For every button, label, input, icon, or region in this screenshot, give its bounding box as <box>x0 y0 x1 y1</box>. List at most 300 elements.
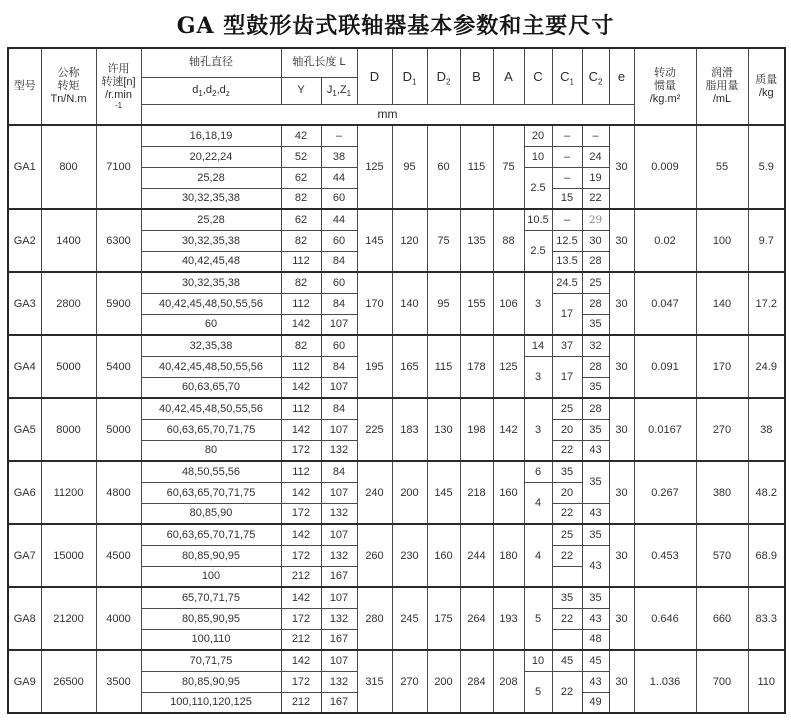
cell-dim-A: 142 <box>493 398 524 461</box>
cell-grease: 100 <box>696 209 748 272</box>
cell-dim-C2: 22 <box>582 188 609 209</box>
cell-dim-C2: 29 <box>582 209 609 230</box>
cell-dim-C2: 43 <box>582 440 609 461</box>
cell-mass: 83.3 <box>748 587 785 650</box>
cell-dim-C1: 22 <box>552 608 582 629</box>
header-inertia-line: /kg.m² <box>649 92 681 105</box>
cell-speed: 5000 <box>96 398 141 461</box>
cell-length-jz: 107 <box>321 314 357 335</box>
cell-grease: 55 <box>696 125 748 209</box>
cell-dim-C1: 45 <box>552 650 582 671</box>
cell-bore-diameters: 20,22,24 <box>141 146 281 167</box>
cell-dim-e: 30 <box>609 335 634 398</box>
header-bore-diameter: 轴孔直径 <box>141 48 281 77</box>
header-inertia-line: 转动 <box>654 67 676 80</box>
cell-dim-e: 30 <box>609 209 634 272</box>
cell-length-jz: 84 <box>321 293 357 314</box>
cell-bore-diameters: 60,63,65,70,71,75 <box>141 419 281 440</box>
cell-inertia: 0.091 <box>634 335 696 398</box>
cell-mass: 110 <box>748 650 785 713</box>
cell-dim-C2: 28 <box>582 356 609 377</box>
cell-dim-A: 208 <box>493 650 524 713</box>
cell-length-jz: 84 <box>321 251 357 272</box>
cell-dim-B: 218 <box>460 461 493 524</box>
header-dim-C2: $C_2$ <box>582 48 609 104</box>
header-dim-A: A <box>493 48 524 104</box>
cell-bore-diameters: 40,42,45,48,50,55,56 <box>141 293 281 314</box>
cell-inertia: 0.267 <box>634 461 696 524</box>
cell-speed: 4800 <box>96 461 141 524</box>
cell-bore-diameters: 80 <box>141 440 281 461</box>
cell-dim-D2: 75 <box>427 209 460 272</box>
cell-grease: 570 <box>696 524 748 587</box>
header-mass-line: /kg <box>758 86 774 99</box>
cell-dim-C2: 43 <box>582 671 609 692</box>
cell-dim-D1: 95 <box>392 125 427 209</box>
cell-bore-diameters: 70,71,75 <box>141 650 281 671</box>
header-bore-diameter-symbols: $d_1,d_2,d_z$ <box>141 77 281 104</box>
cell-bore-diameters: 48,50,55,56 <box>141 461 281 482</box>
cell-torque: 15000 <box>41 524 96 587</box>
header-dim-C: C <box>524 48 552 104</box>
cell-dim-D: 260 <box>357 524 392 587</box>
cell-dim-C2: 19 <box>582 167 609 188</box>
cell-dim-D1: 140 <box>392 272 427 335</box>
cell-speed: 7100 <box>96 125 141 209</box>
cell-model: GA4 <box>8 335 41 398</box>
cell-dim-C2: 43 <box>582 503 609 524</box>
cell-inertia: 0.047 <box>634 272 696 335</box>
cell-dim-B: 198 <box>460 398 493 461</box>
cell-dim-C1: 22 <box>552 545 582 566</box>
cell-length-jz: 60 <box>321 272 357 293</box>
table-row <box>8 524 785 545</box>
cell-inertia: 1..036 <box>634 650 696 713</box>
cell-dim-C2: 32 <box>582 335 609 356</box>
header-dim-B: B <box>460 48 493 104</box>
cell-dim-C1: 37 <box>552 335 582 356</box>
header-torque-line: 转矩 <box>57 80 80 93</box>
parameters-table <box>7 47 786 714</box>
cell-bore-diameters: 25,28 <box>141 209 281 230</box>
cell-mass: 9.7 <box>748 209 785 272</box>
cell-dim-C2: 28 <box>582 251 609 272</box>
cell-dim-C2: 45 <box>582 650 609 671</box>
cell-length-y: 142 <box>281 419 321 440</box>
cell-dim-C1: 35 <box>552 461 582 482</box>
table-row <box>8 272 785 293</box>
cell-dim-D1: 270 <box>392 650 427 713</box>
cell-dim-C1: 24.5 <box>552 272 582 293</box>
cell-length-y: 82 <box>281 230 321 251</box>
header-torque <box>41 48 96 125</box>
cell-length-y: 172 <box>281 503 321 524</box>
cell-bore-diameters: 40,42,45,48 <box>141 251 281 272</box>
cell-dim-D2: 200 <box>427 650 460 713</box>
cell-length-jz: 60 <box>321 230 357 251</box>
cell-model: GA2 <box>8 209 41 272</box>
cell-dim-C1: 13.5 <box>552 251 582 272</box>
cell-length-y: 172 <box>281 671 321 692</box>
cell-bore-diameters: 60,63,65,70,71,75 <box>141 482 281 503</box>
cell-length-jz: 38 <box>321 146 357 167</box>
cell-inertia: 0.02 <box>634 209 696 272</box>
cell-dim-C: 3 <box>524 272 552 335</box>
cell-grease: 660 <box>696 587 748 650</box>
cell-dim-e: 30 <box>609 587 634 650</box>
cell-dim-D: 315 <box>357 650 392 713</box>
header-mass-line: 质量 <box>755 73 778 86</box>
cell-torque: 2800 <box>41 272 96 335</box>
cell-dim-C2: 35 <box>582 524 609 545</box>
cell-length-jz: 132 <box>321 440 357 461</box>
cell-speed: 4500 <box>96 524 141 587</box>
cell-grease: 140 <box>696 272 748 335</box>
cell-length-jz: 167 <box>321 566 357 587</box>
cell-dim-C: 5 <box>524 671 552 713</box>
cell-dim-C1: 25 <box>552 524 582 545</box>
cell-speed: 4000 <box>96 587 141 650</box>
cell-length-jz: 60 <box>321 188 357 209</box>
header-length-jz: $J_1,Z_1$ <box>321 77 357 104</box>
cell-bore-diameters: 16,18,19 <box>141 125 281 146</box>
cell-model: GA8 <box>8 587 41 650</box>
cell-length-y: 62 <box>281 167 321 188</box>
header-dim-e: e <box>609 48 634 104</box>
header-grease-line: /mL <box>712 92 732 105</box>
cell-length-y: 212 <box>281 566 321 587</box>
header-bore-length: 轴孔长度 L <box>281 48 357 77</box>
header-unit-mm: mm <box>141 104 634 125</box>
cell-torque: 800 <box>41 125 96 209</box>
cell-dim-A: 180 <box>493 524 524 587</box>
cell-bore-diameters: 80,85,90,95 <box>141 671 281 692</box>
table-row <box>8 461 785 482</box>
header-model: 型号 <box>8 48 41 125</box>
cell-dim-C2: 28 <box>582 398 609 419</box>
cell-dim-D: 195 <box>357 335 392 398</box>
cell-dim-D2: 115 <box>427 335 460 398</box>
cell-bore-diameters: 100 <box>141 566 281 587</box>
cell-bore-diameters: 30,32,35,38 <box>141 272 281 293</box>
cell-length-y: 142 <box>281 377 321 398</box>
header-mass <box>748 48 785 125</box>
cell-dim-D2: 130 <box>427 398 460 461</box>
cell-dim-C1: 35 <box>552 587 582 608</box>
cell-dim-B: 178 <box>460 335 493 398</box>
cell-inertia: 0.0167 <box>634 398 696 461</box>
cell-dim-e: 30 <box>609 272 634 335</box>
cell-length-y: 212 <box>281 629 321 650</box>
cell-length-jz: 44 <box>321 167 357 188</box>
cell-mass: 38 <box>748 398 785 461</box>
cell-grease: 270 <box>696 398 748 461</box>
cell-torque: 11200 <box>41 461 96 524</box>
cell-length-y: 82 <box>281 188 321 209</box>
cell-dim-e: 30 <box>609 398 634 461</box>
cell-dim-B: 264 <box>460 587 493 650</box>
cell-model: GA5 <box>8 398 41 461</box>
cell-length-y: 82 <box>281 335 321 356</box>
cell-bore-diameters: 80,85,90 <box>141 503 281 524</box>
cell-dim-A: 75 <box>493 125 524 209</box>
header-torque-line: 公称 <box>57 67 80 80</box>
cell-mass: 24.9 <box>748 335 785 398</box>
cell-dim-C1: – <box>552 167 582 188</box>
cell-length-jz: 84 <box>321 356 357 377</box>
cell-length-y: 142 <box>281 314 321 335</box>
cell-length-jz: 107 <box>321 587 357 608</box>
header-inertia-line: 惯量 <box>654 80 676 93</box>
cell-bore-diameters: 60,63,65,70 <box>141 377 281 398</box>
cell-length-jz: 167 <box>321 692 357 713</box>
header-grease-line: 润滑 <box>711 67 733 80</box>
cell-dim-C2: 25 <box>582 272 609 293</box>
cell-length-jz: 60 <box>321 335 357 356</box>
cell-model: GA9 <box>8 650 41 713</box>
cell-dim-C: 4 <box>524 482 552 524</box>
cell-length-jz: 107 <box>321 377 357 398</box>
cell-dim-C2: 35 <box>582 461 609 503</box>
cell-dim-C2: 24 <box>582 146 609 167</box>
cell-bore-diameters: 40,42,45,48,50,55,56 <box>141 398 281 419</box>
cell-bore-diameters: 40,42,45,48,50,55,56 <box>141 356 281 377</box>
cell-length-jz: 84 <box>321 398 357 419</box>
cell-dim-C2: 30 <box>582 230 609 251</box>
cell-bore-diameters: 30,32,35,38 <box>141 230 281 251</box>
cell-dim-C2: 43 <box>582 608 609 629</box>
cell-length-y: 142 <box>281 587 321 608</box>
cell-speed: 6300 <box>96 209 141 272</box>
page-title: GA 型鼓形齿式联轴器基本参数和主要尺寸 <box>176 13 615 39</box>
cell-bore-diameters: 32,35,38 <box>141 335 281 356</box>
cell-bore-diameters: 25,28 <box>141 167 281 188</box>
cell-torque: 1400 <box>41 209 96 272</box>
cell-dim-C2: 48 <box>582 629 609 650</box>
cell-length-jz: 107 <box>321 650 357 671</box>
cell-dim-C1: 15 <box>552 188 582 209</box>
cell-mass: 68.9 <box>748 524 785 587</box>
header-speed-line: 转速[n] <box>101 75 136 88</box>
cell-model: GA6 <box>8 461 41 524</box>
cell-dim-C1: – <box>552 146 582 167</box>
cell-dim-D2: 60 <box>427 125 460 209</box>
cell-mass: 5.9 <box>748 125 785 209</box>
cell-speed: 5900 <box>96 272 141 335</box>
header-speed <box>96 48 141 125</box>
cell-length-y: 172 <box>281 545 321 566</box>
cell-dim-C1 <box>552 566 582 587</box>
cell-dim-D1: 165 <box>392 335 427 398</box>
cell-bore-diameters: 60,63,65,70,71,75 <box>141 524 281 545</box>
cell-dim-D1: 200 <box>392 461 427 524</box>
cell-length-jz: 167 <box>321 629 357 650</box>
cell-bore-diameters: 30,32,35,38 <box>141 188 281 209</box>
cell-length-jz: 107 <box>321 524 357 545</box>
cell-dim-C2: 35 <box>582 587 609 608</box>
cell-length-jz: 107 <box>321 482 357 503</box>
cell-dim-D: 125 <box>357 125 392 209</box>
cell-dim-C: 10.5 <box>524 209 552 230</box>
table-header <box>8 48 785 125</box>
cell-dim-C2: 43 <box>582 545 609 587</box>
cell-dim-C: 3 <box>524 356 552 398</box>
cell-dim-C: 14 <box>524 335 552 356</box>
header-dim-D2: $D_2$ <box>427 48 460 104</box>
header-dim-D1: $D_1$ <box>392 48 427 104</box>
cell-model: GA3 <box>8 272 41 335</box>
cell-dim-C1: 22 <box>552 671 582 713</box>
cell-dim-e: 30 <box>609 461 634 524</box>
cell-dim-C1: 17 <box>552 356 582 398</box>
cell-model: GA7 <box>8 524 41 587</box>
cell-length-y: 112 <box>281 356 321 377</box>
cell-length-y: 82 <box>281 272 321 293</box>
cell-bore-diameters: 80,85,90,95 <box>141 608 281 629</box>
cell-dim-C: 2.5 <box>524 230 552 272</box>
cell-dim-e: 30 <box>609 125 634 209</box>
cell-inertia: 0.646 <box>634 587 696 650</box>
cell-bore-diameters: 100,110 <box>141 629 281 650</box>
cell-length-jz: – <box>321 125 357 146</box>
cell-dim-C2: 28 <box>582 293 609 314</box>
cell-dim-A: 125 <box>493 335 524 398</box>
header-grease <box>696 48 748 125</box>
cell-dim-A: 193 <box>493 587 524 650</box>
header-speed-line: 许用 <box>107 62 130 75</box>
cell-bore-diameters: 60 <box>141 314 281 335</box>
cell-torque: 26500 <box>41 650 96 713</box>
cell-dim-B: 135 <box>460 209 493 272</box>
table-row <box>8 125 785 146</box>
table-row <box>8 209 785 230</box>
cell-length-y: 42 <box>281 125 321 146</box>
cell-grease: 170 <box>696 335 748 398</box>
cell-dim-C: 10 <box>524 650 552 671</box>
cell-dim-B: 284 <box>460 650 493 713</box>
cell-dim-C: 3 <box>524 398 552 461</box>
cell-dim-C2: – <box>582 125 609 146</box>
cell-length-jz: 107 <box>321 419 357 440</box>
cell-length-jz: 132 <box>321 545 357 566</box>
cell-dim-D1: 245 <box>392 587 427 650</box>
header-speed-exponent: -1 <box>114 100 123 110</box>
cell-dim-C: 6 <box>524 461 552 482</box>
cell-dim-B: 155 <box>460 272 493 335</box>
cell-dim-C1 <box>552 629 582 650</box>
cell-dim-A: 106 <box>493 272 524 335</box>
cell-dim-C1: 20 <box>552 419 582 440</box>
cell-dim-C1: 22 <box>552 440 582 461</box>
cell-dim-D2: 145 <box>427 461 460 524</box>
cell-length-y: 172 <box>281 440 321 461</box>
cell-length-y: 112 <box>281 293 321 314</box>
table-row <box>8 650 785 671</box>
cell-torque: 5000 <box>41 335 96 398</box>
cell-dim-e: 30 <box>609 650 634 713</box>
header-speed-line: /r.min <box>105 88 132 101</box>
cell-dim-C1: 17 <box>552 293 582 335</box>
cell-dim-D: 280 <box>357 587 392 650</box>
cell-speed: 5400 <box>96 335 141 398</box>
cell-dim-C: 2.5 <box>524 167 552 209</box>
header-dim-C1: $C_1$ <box>552 48 582 104</box>
cell-inertia: 0.009 <box>634 125 696 209</box>
cell-length-y: 52 <box>281 146 321 167</box>
cell-dim-D2: 160 <box>427 524 460 587</box>
cell-dim-e: 30 <box>609 524 634 587</box>
cell-dim-C1: 20 <box>552 482 582 503</box>
cell-dim-D1: 120 <box>392 209 427 272</box>
header-grease-line: 脂用量 <box>705 80 739 93</box>
cell-length-jz: 84 <box>321 461 357 482</box>
cell-length-y: 142 <box>281 482 321 503</box>
table-row <box>8 587 785 608</box>
header-torque-line: Tn/N.m <box>50 92 87 105</box>
cell-model: GA1 <box>8 125 41 209</box>
cell-length-jz: 132 <box>321 608 357 629</box>
cell-dim-D: 145 <box>357 209 392 272</box>
cell-length-jz: 132 <box>321 503 357 524</box>
cell-inertia: 0.453 <box>634 524 696 587</box>
cell-dim-D: 240 <box>357 461 392 524</box>
cell-length-y: 112 <box>281 461 321 482</box>
cell-length-y: 172 <box>281 608 321 629</box>
cell-length-y: 212 <box>281 692 321 713</box>
cell-torque: 8000 <box>41 398 96 461</box>
header-length-y: Y <box>281 77 321 104</box>
cell-bore-diameters: 65,70,71,75 <box>141 587 281 608</box>
cell-length-y: 142 <box>281 524 321 545</box>
cell-length-jz: 132 <box>321 671 357 692</box>
cell-dim-B: 115 <box>460 125 493 209</box>
header-inertia <box>634 48 696 125</box>
cell-dim-D2: 175 <box>427 587 460 650</box>
cell-length-jz: 44 <box>321 209 357 230</box>
cell-dim-C: 10 <box>524 146 552 167</box>
cell-dim-B: 244 <box>460 524 493 587</box>
cell-dim-D1: 230 <box>392 524 427 587</box>
cell-dim-A: 88 <box>493 209 524 272</box>
cell-dim-C1: – <box>552 209 582 230</box>
table-row <box>8 335 785 356</box>
table-row <box>8 398 785 419</box>
cell-mass: 48.2 <box>748 461 785 524</box>
cell-dim-C: 5 <box>524 587 552 650</box>
cell-grease: 380 <box>696 461 748 524</box>
cell-dim-C: 4 <box>524 524 552 587</box>
cell-dim-C2: 49 <box>582 692 609 713</box>
cell-bore-diameters: 100,110,120,125 <box>141 692 281 713</box>
cell-mass: 17.2 <box>748 272 785 335</box>
cell-dim-C1: 25 <box>552 398 582 419</box>
cell-dim-C1: – <box>552 125 582 146</box>
cell-dim-C1: 12.5 <box>552 230 582 251</box>
cell-dim-D2: 95 <box>427 272 460 335</box>
cell-torque: 21200 <box>41 587 96 650</box>
cell-length-y: 62 <box>281 209 321 230</box>
header-dim-D: D <box>357 48 392 104</box>
cell-dim-C1: 22 <box>552 503 582 524</box>
cell-length-y: 142 <box>281 650 321 671</box>
cell-dim-C: 20 <box>524 125 552 146</box>
cell-dim-D1: 183 <box>392 398 427 461</box>
cell-dim-A: 160 <box>493 461 524 524</box>
table-body <box>8 125 785 713</box>
cell-grease: 700 <box>696 650 748 713</box>
cell-length-y: 112 <box>281 251 321 272</box>
cell-dim-C2: 35 <box>582 419 609 440</box>
